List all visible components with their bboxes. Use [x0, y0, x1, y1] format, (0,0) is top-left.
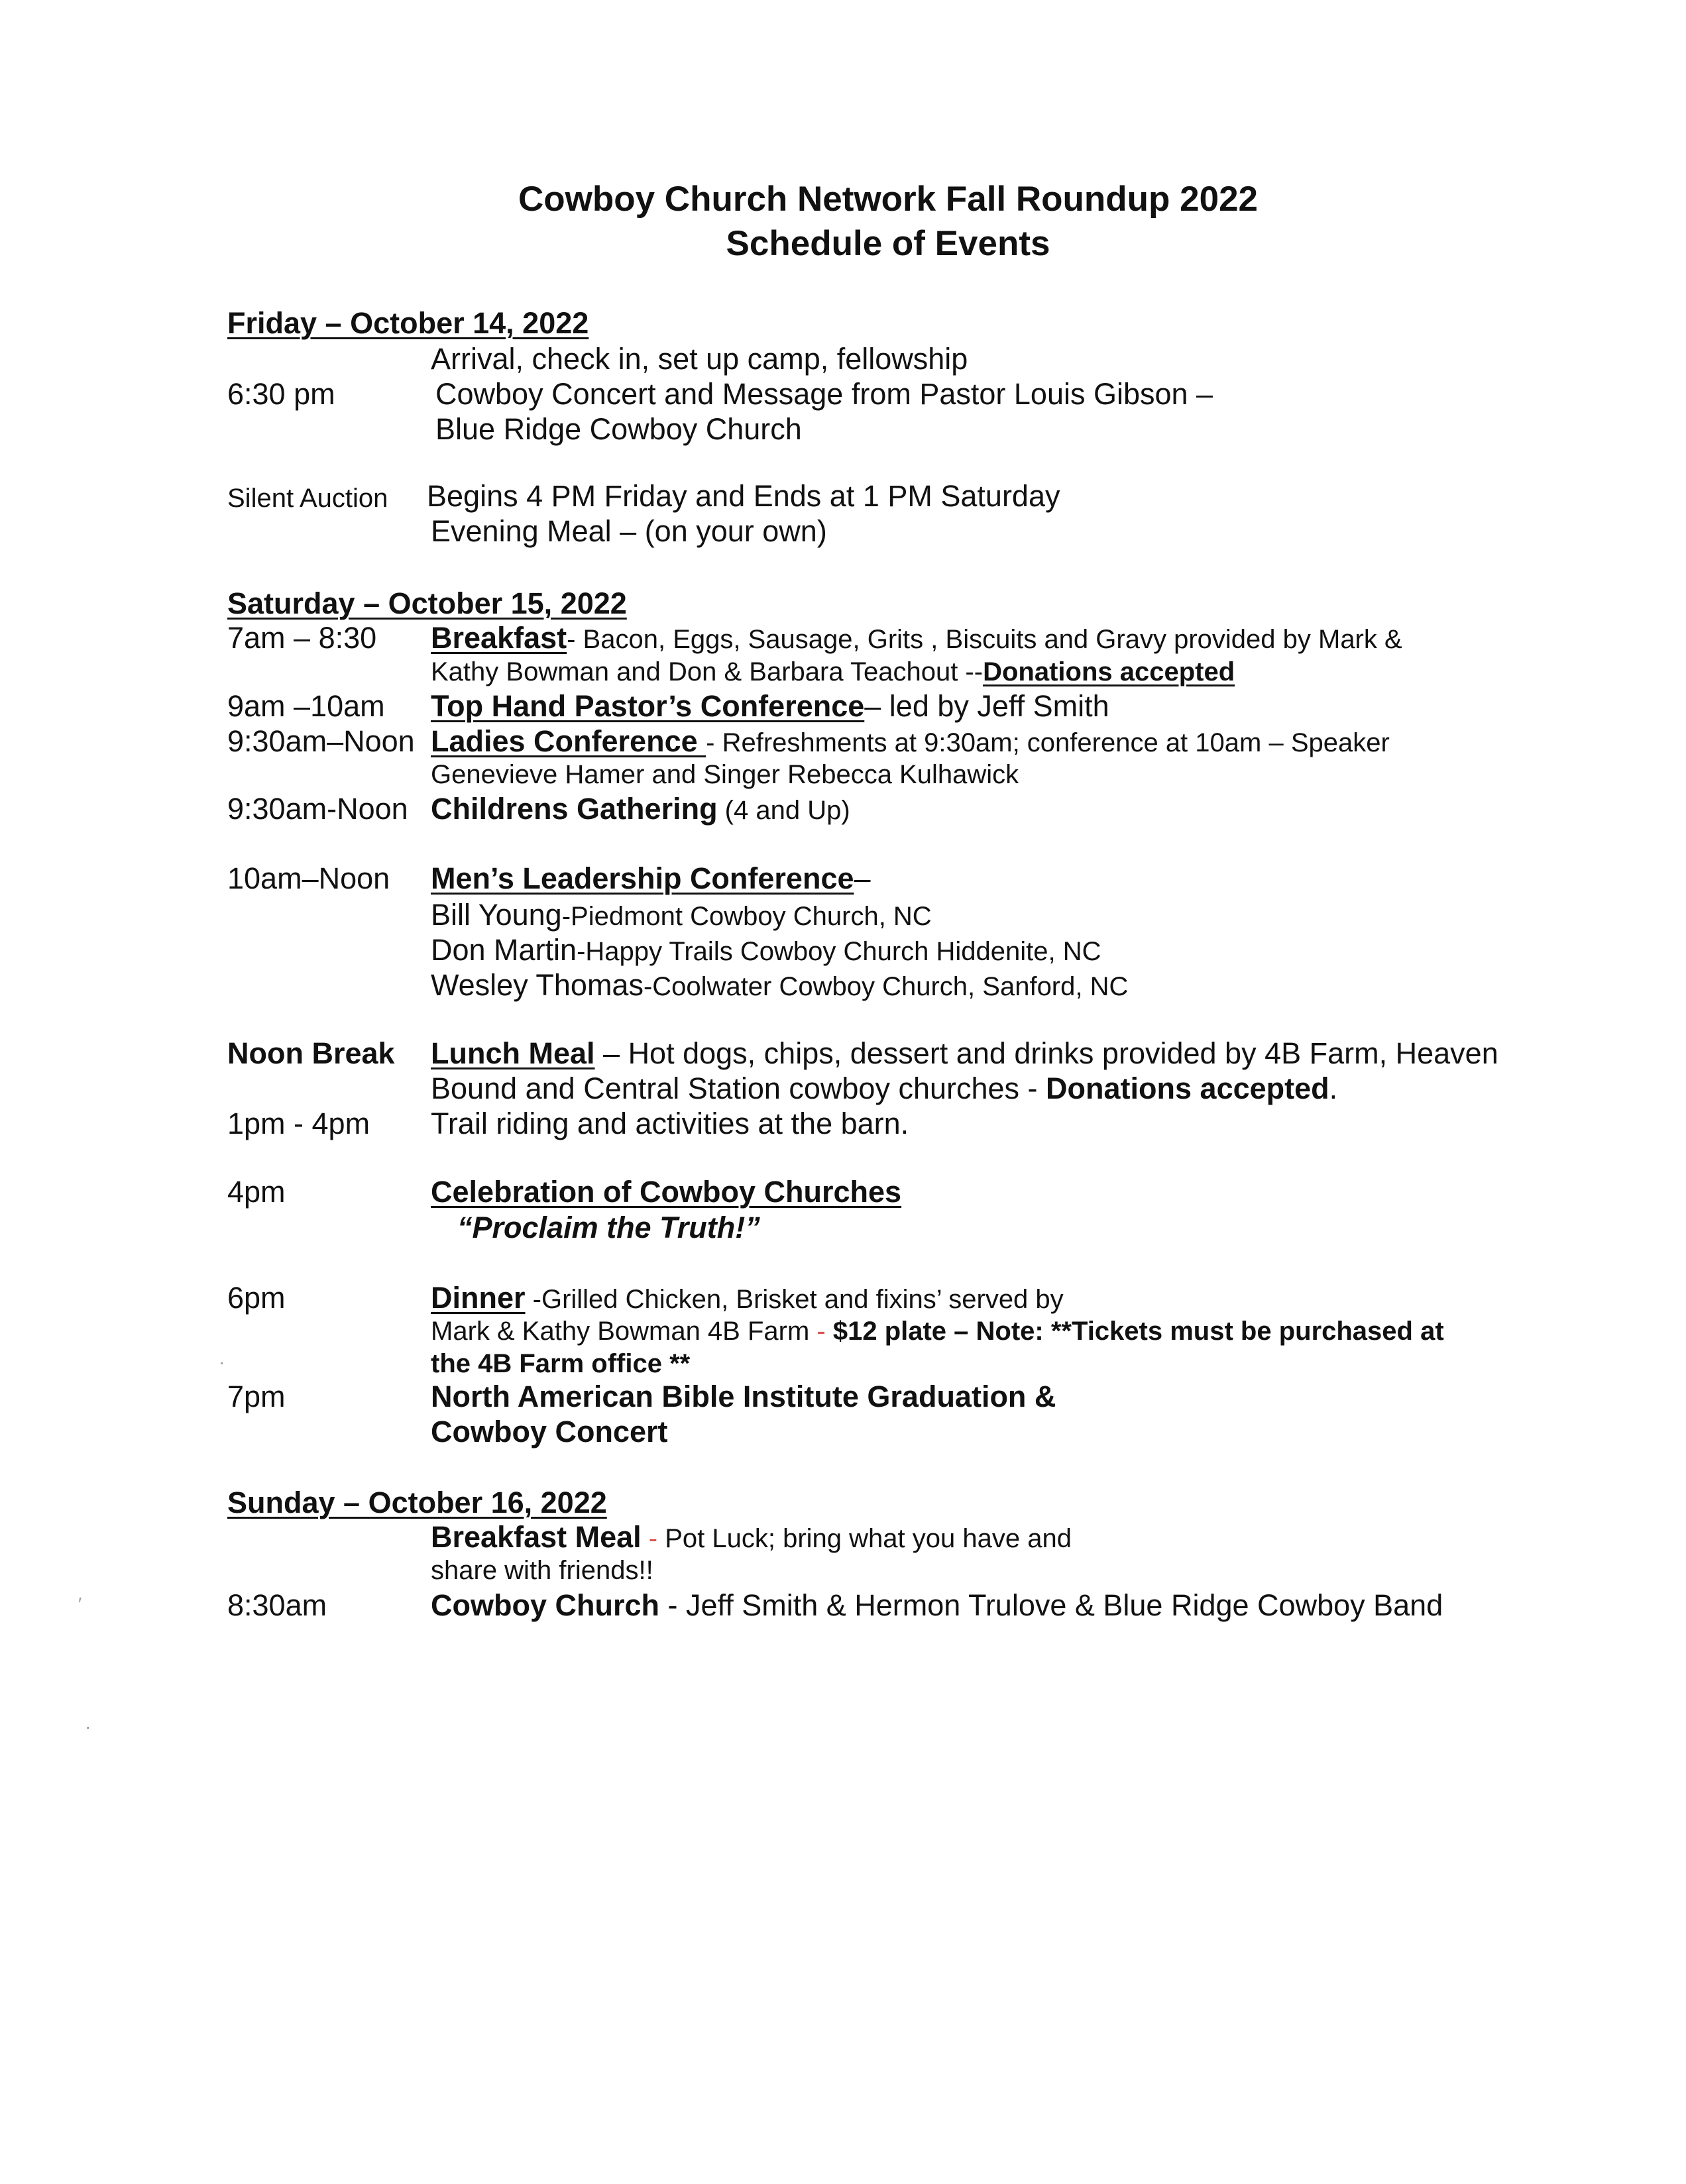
tophand-desc: – led by Jeff Smith: [864, 689, 1109, 723]
tophand-time: 9am –10am: [227, 689, 385, 723]
graduation-line-1: North American Bible Institute Graduation &: [431, 1380, 1056, 1413]
lunch-time: Noon Break: [227, 1036, 395, 1070]
scan-speck: ·: [219, 1352, 225, 1372]
children-time: 9:30am-Noon: [227, 792, 408, 826]
graduation-time: 7pm: [227, 1380, 286, 1413]
speaker-church: -Piedmont Cowboy Church, NC: [561, 902, 932, 931]
dinner-note-2: the 4B Farm office **: [431, 1349, 691, 1378]
scan-speck: ·: [85, 1716, 91, 1737]
mens-title: Men’s Leadership Conference: [431, 861, 854, 895]
children-desc: (4 and Up): [717, 796, 850, 825]
friday-concert-line1: Cowboy Concert and Message from Pastor Louis Gibson –: [435, 377, 1213, 411]
speaker-church: -Happy Trails Cowboy Church Hiddenite, NC: [577, 937, 1101, 966]
speaker-3: [431, 968, 1128, 1004]
lunch-period: .: [1329, 1071, 1338, 1105]
cowboy-church-title: Cowboy Church: [431, 1588, 659, 1622]
friday-concert-time: 6:30 pm: [227, 377, 335, 411]
children-row: [431, 792, 850, 828]
friday-arrival: Arrival, check in, set up camp, fellowship: [431, 342, 968, 376]
trail-time: 1pm - 4pm: [227, 1107, 370, 1140]
lunch-title: Lunch Meal: [431, 1036, 595, 1070]
sunday-breakfast-dash: -: [641, 1524, 665, 1553]
scan-speck: ′: [78, 1594, 82, 1614]
breakfast-title: Breakfast: [431, 621, 567, 655]
lunch-desc: – Hot dogs, chips, dessert and drinks provided by 4B Farm, Heaven: [594, 1036, 1498, 1070]
page-subtitle: Schedule of Events: [726, 224, 1050, 263]
dinner-title: Dinner: [431, 1281, 526, 1315]
children-title: Childrens Gathering: [431, 792, 718, 826]
cowboy-church-desc: - Jeff Smith & Hermon Trulove & Blue Ridge Cowboy Band: [659, 1588, 1443, 1622]
mens-dash: –: [854, 861, 871, 895]
friday-concert-line2: Blue Ridge Cowboy Church: [435, 412, 802, 446]
breakfast-row-2: [431, 655, 1235, 689]
sunday-breakfast-title: Breakfast Meal: [431, 1520, 642, 1554]
breakfast-row: [431, 621, 1402, 657]
tophand-row: [431, 689, 1109, 724]
ladies-title: Ladies Conference: [431, 724, 706, 758]
lunch-donations: Donations accepted: [1046, 1071, 1329, 1105]
celebration-time: 4pm: [227, 1175, 286, 1209]
cowboy-church-row: [431, 1588, 1443, 1623]
speaker-church: -Coolwater Cowboy Church, Sanford, NC: [643, 972, 1129, 1001]
lunch-row: [431, 1036, 1498, 1071]
page-title: Cowboy Church Network Fall Roundup 2022: [518, 180, 1259, 219]
speaker-name: Wesley Thomas: [431, 968, 644, 1002]
trail-desc: Trail riding and activities at the barn.: [431, 1107, 909, 1140]
ladies-row: [431, 724, 1390, 760]
sunday-breakfast-desc: Pot Luck; bring what you have and: [665, 1524, 1072, 1553]
ladies-desc-2: Genevieve Hamer and Singer Rebecca Kulhawick: [431, 760, 1019, 789]
dinner-desc: -Grilled Chicken, Brisket and fixins’ served by: [525, 1285, 1064, 1314]
dinner-dash: -: [816, 1317, 833, 1346]
sunday-breakfast-row: [431, 1520, 1072, 1556]
lunch-desc-2: Bound and Central Station cowboy churches -: [431, 1071, 1046, 1105]
cowboy-church-time: 8:30am: [227, 1588, 327, 1622]
tophand-title: Top Hand Pastor’s Conference: [431, 689, 865, 723]
ladies-desc: - Refreshments at 9:30am; conference at 10am – Speaker: [706, 728, 1390, 757]
speaker-name: Don Martin: [431, 933, 577, 967]
dinner-desc-2: Mark & Kathy Bowman 4B Farm: [431, 1317, 817, 1346]
graduation-line-2: Cowboy Concert: [431, 1415, 668, 1448]
silent-auction-label: Silent Auction: [227, 484, 388, 513]
speaker-2: [431, 933, 1101, 969]
celebration-title: Celebration of Cowboy Churches: [431, 1175, 902, 1209]
speaker-name: Bill Young: [431, 898, 562, 932]
breakfast-time: 7am – 8:30: [227, 621, 377, 655]
mens-time: 10am–Noon: [227, 861, 390, 895]
silent-auction-text: Begins 4 PM Friday and Ends at 1 PM Saturday: [427, 479, 1060, 513]
ladies-time: 9:30am–Noon: [227, 724, 415, 758]
sunday-breakfast-desc-2: share with friends!!: [431, 1556, 653, 1585]
celebration-subtitle: “Proclaim the Truth!”: [457, 1211, 760, 1244]
saturday-heading: Saturday – October 15, 2022: [227, 586, 627, 620]
friday-heading: Friday – October 14, 2022: [227, 306, 589, 340]
lunch-row-2: [431, 1071, 1337, 1106]
friday-evening-meal: Evening Meal – (on your own): [431, 514, 827, 548]
dinner-time: 6pm: [227, 1281, 286, 1315]
breakfast-desc: - Bacon, Eggs, Sausage, Grits , Biscuits and Gravy provided by Mark &: [567, 625, 1402, 654]
dinner-row: [431, 1281, 1064, 1317]
breakfast-donations: Donations accepted: [983, 657, 1235, 686]
speaker-1: [431, 898, 932, 934]
breakfast-desc-2: Kathy Bowman and Don & Barbara Teachout --: [431, 657, 984, 686]
sunday-heading: Sunday – October 16, 2022: [227, 1486, 607, 1519]
mens-row: [431, 861, 871, 896]
dinner-note: $12 plate – Note: **Tickets must be purchased at: [832, 1317, 1444, 1346]
dinner-row-2: [431, 1314, 1444, 1348]
